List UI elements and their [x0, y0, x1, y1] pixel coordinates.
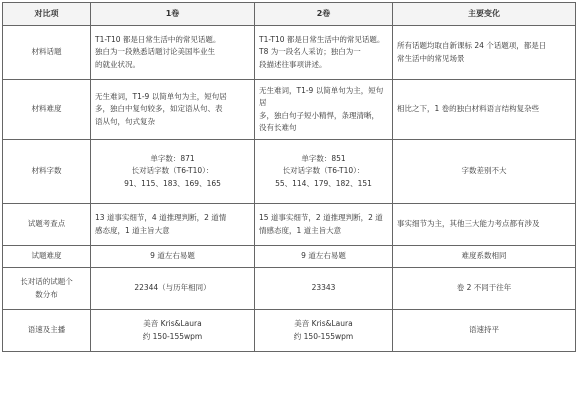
cell-line: 13 道事实细节，4 道推理判断，2 道情 [95, 213, 227, 222]
table-row [3, 80, 576, 140]
cell-line: 美音 Kris&Laura [294, 319, 353, 328]
cell-line: 长对话字数（T6-T10）： [282, 166, 365, 176]
header-paper-2: 2卷 [255, 3, 393, 26]
cell-line: 单字数：851 [301, 153, 346, 163]
row-label-line: 长对话的试题个 [20, 277, 73, 286]
row-label-line: 数分布 [35, 289, 58, 299]
cell-line: 多，独白句子短小精悍，条理清晰， [259, 110, 379, 120]
cell-line: 91、115、183、169、165 [124, 178, 221, 188]
cell-line: 感态度，1 道主旨大意 [95, 225, 170, 235]
cell-paper-1 [91, 26, 255, 80]
cell-change [393, 246, 576, 268]
cell-line: 美音 Kris&Laura [143, 319, 202, 328]
table-row [3, 268, 576, 310]
cell-line: 无生难词，T1-9 以简单句为主，短句居 [259, 85, 384, 107]
cell-line: 语速持平 [469, 325, 499, 335]
cell-line: 多，独白中复句较多，如定语从句、表 [95, 104, 223, 114]
cell-paper-1 [91, 310, 255, 352]
cell-paper-1 [91, 246, 255, 268]
row-label-test-points: 试题考查点 [3, 204, 91, 246]
row-label-speed-host: 语速及主播 [3, 310, 91, 352]
table-row [3, 140, 576, 204]
cell-line: 约 150-155wpm [142, 331, 203, 341]
header-compare-item: 对比项 [3, 3, 91, 26]
cell-change [393, 204, 576, 246]
cell-line: 难度系数相同 [461, 251, 507, 261]
cell-paper-2 [255, 204, 393, 246]
cell-line: 55、114、179、182、151 [275, 178, 372, 188]
cell-line: 字数差别不大 [461, 166, 507, 176]
table-row [3, 26, 576, 80]
cell-paper-2 [255, 80, 393, 140]
cell-line: 无生难词，T1-9 以简单句为主，短句居 [95, 91, 227, 101]
cell-change [393, 80, 576, 140]
cell-line: 常生活中的常见场景 [397, 53, 465, 63]
cell-paper-2 [255, 246, 393, 268]
cell-line: 9 道左右易题 [301, 251, 346, 261]
cell-line: 情感态度，1 道主旨大意 [259, 225, 342, 235]
cell-line: 15 道事实细节，2 道推理判断，2 道 [259, 213, 383, 222]
cell-line: T8 为一段名人采访；独白为一 [259, 47, 361, 57]
header-row [3, 3, 576, 26]
cell-line: 所有话题均取自新课标 24 个话题项，都是日 [397, 41, 547, 50]
row-label-question-difficulty: 试题难度 [3, 246, 91, 268]
cell-line: 独白为一段熟悉话题讨论美国毕业生 [95, 47, 215, 57]
row-label-topic: 材料话题 [3, 26, 91, 80]
cell-paper-1 [91, 268, 255, 310]
header-paper-1: 1卷 [91, 3, 255, 26]
cell-line: 23343 [311, 283, 336, 293]
cell-paper-1 [91, 80, 255, 140]
cell-change [393, 310, 576, 352]
header-main-change: 主要变化 [393, 3, 576, 26]
cell-line: 的就业状况。 [95, 59, 140, 69]
cell-line: T1-T10 都是日常生活中的常见话题。 [259, 34, 385, 44]
cell-line: T1-T10 都是日常生活中的常见话题。 [95, 34, 221, 44]
cell-line: 事实细节为主，其他三大能力考点都有涉及 [397, 219, 540, 229]
cell-paper-2 [255, 26, 393, 80]
cell-change [393, 140, 576, 204]
cell-line: 22344（与历年相同） [134, 283, 211, 293]
table-row [3, 246, 576, 268]
cell-paper-2 [255, 140, 393, 204]
cell-line: 语从句，句式复杂 [95, 116, 155, 126]
comparison-table [2, 2, 576, 352]
row-label-difficulty: 材料难度 [3, 80, 91, 140]
cell-line: 没有长难句 [259, 123, 297, 132]
table-row [3, 310, 576, 352]
cell-line: 约 150-155wpm [293, 331, 354, 341]
cell-line: 相比之下，1 卷的独白材料语言结构复杂些 [397, 104, 540, 114]
row-label-question-distribution [3, 268, 91, 310]
cell-change [393, 268, 576, 310]
cell-paper-1 [91, 140, 255, 204]
row-label-word-count: 材料字数 [3, 140, 91, 204]
cell-line: 9 道左右易题 [150, 251, 195, 261]
cell-line: 单字数：871 [150, 153, 195, 163]
cell-paper-2 [255, 268, 393, 310]
table-row [3, 204, 576, 246]
cell-line: 段描述往事项讲述。 [259, 59, 327, 69]
cell-paper-2 [255, 310, 393, 352]
cell-paper-1 [91, 204, 255, 246]
cell-line: 长对话字数（T6-T10）： [131, 166, 214, 176]
cell-change [393, 26, 576, 80]
cell-line: 卷 2 不同于往年 [456, 283, 512, 293]
